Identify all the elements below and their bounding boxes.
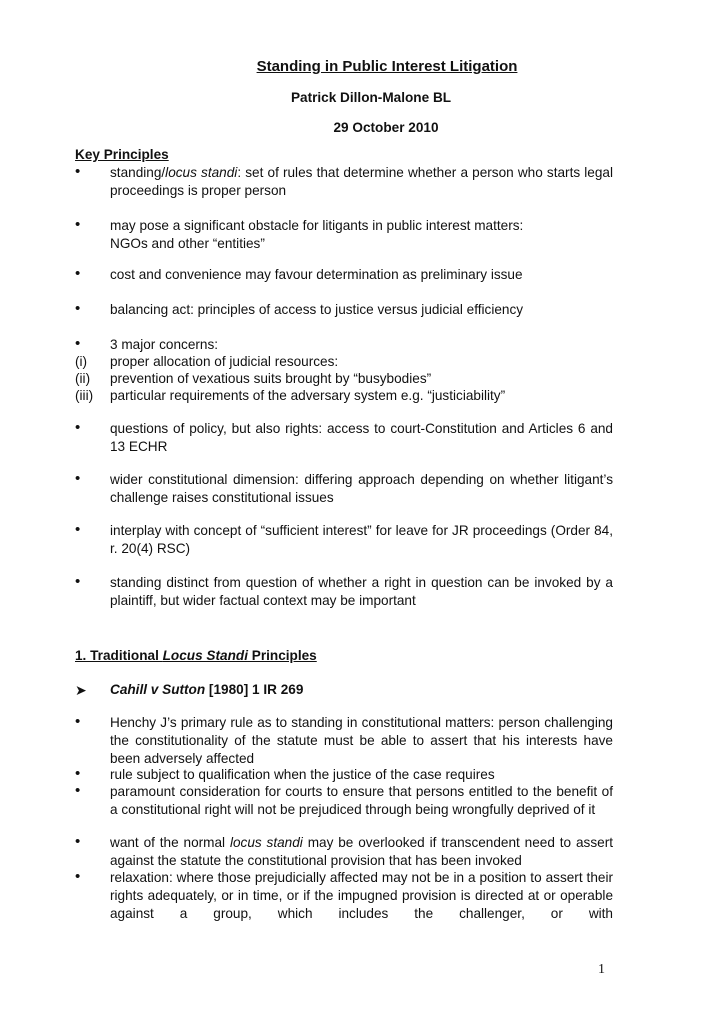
author-name: Patrick Dillon-Malone BL xyxy=(290,90,452,105)
arrow-bullet-icon: ➤ xyxy=(75,682,87,698)
list-item: standing/locus standi: set of rules that determine whether a person who starts legal proceedings is proper person xyxy=(110,165,613,198)
document-title: Standing in Public Interest Litigation xyxy=(256,58,518,75)
document-date: 29 October 2010 xyxy=(333,120,439,135)
page-number: 1 xyxy=(598,962,605,977)
list-item: cost and convenience may favour determination as preliminary issue xyxy=(110,267,523,282)
list-item: wider constitutional dimension: differing approach depending on whether litigant’s challenge raises constitutional issues xyxy=(110,472,613,505)
list-item: rule subject to qualification when the justice of the case requires xyxy=(110,767,495,782)
list-item: Henchy J’s primary rule as to standing in constitutional matters: person challenging the constitutionality of the statute must be able to assert that his interests have been adversely affected xyxy=(110,715,613,766)
list-item: standing distinct from question of whether a right in question can be invoked by a plaintiff, but wider factual context may be important xyxy=(110,575,613,608)
list-item: 3 major concerns: xyxy=(110,337,219,352)
list-item: interplay with concept of “sufficient interest” for leave for JR proceedings (Order 84, r. 20(4) RSC) xyxy=(110,523,613,556)
case-heading: ➤ Cahill v Sutton [1980] 1 IR 269 xyxy=(75,682,304,698)
section-1-heading: 1. Traditional Locus Standi Principles xyxy=(75,648,317,663)
concern-item: (ii) prevention of vexatious suits brought by “busybodies” xyxy=(75,371,432,386)
concern-item: (i) proper allocation of judicial resources: xyxy=(75,354,339,369)
list-item: balancing act: principles of access to justice versus judicial efficiency xyxy=(110,302,524,317)
list-item: relaxation: where those prejudicially affected may not be in a position to assert their rights adequately, or in time, or if the impugned provision is directed at or operable against a group, which includes the challenger, or with xyxy=(110,870,613,921)
list-item: may pose a significant obstacle for litigants in public interest matters: NGOs and other “entities” xyxy=(110,218,524,251)
list-item: questions of policy, but also rights: access to court-Constitution and Articles 6 and 13 ECHR xyxy=(110,421,613,454)
list-item: paramount consideration for courts to ensure that persons entitled to the benefit of a constitutional right will not be prejudiced through being wrongfully deprived of it xyxy=(110,784,613,817)
concern-item: (iii) particular requirements of the adversary system e.g. “justiciability” xyxy=(75,388,506,403)
key-principles-heading: Key Principles xyxy=(75,147,169,162)
list-item: want of the normal locus standi may be overlooked if transcendent need to assert against the statute the constitutional provision that has been invoked xyxy=(110,835,613,868)
